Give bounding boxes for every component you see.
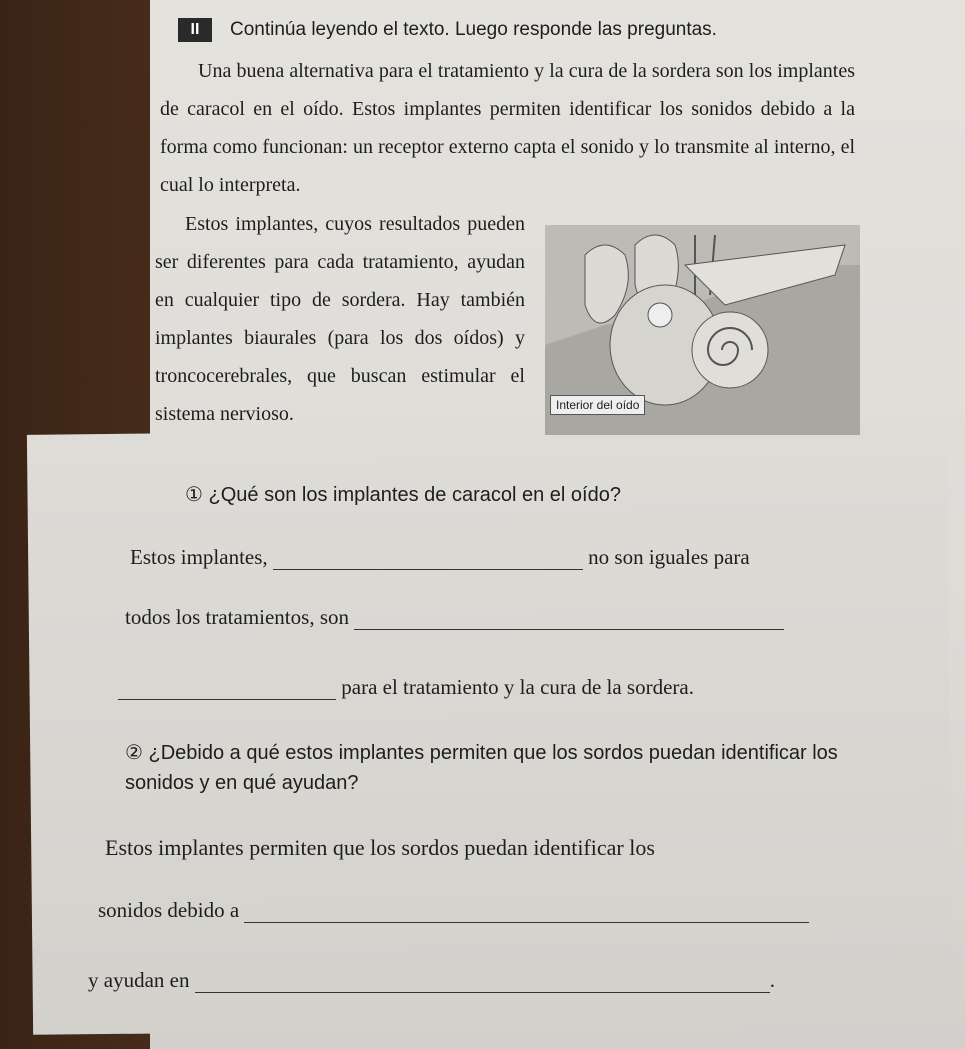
question-1: [185, 480, 621, 510]
answer-text: .: [769, 968, 775, 992]
answer-2-line-2: [98, 898, 809, 923]
answer-1-line-3: [118, 675, 694, 700]
answer-text: Estos implantes,: [130, 545, 268, 569]
answer-1-line-1: [130, 545, 750, 570]
question-2: [125, 738, 865, 798]
section-header: [178, 18, 717, 42]
answer-blank[interactable]: [195, 975, 770, 993]
answer-text: para el tratamiento y la cura de la sordera.: [341, 675, 694, 699]
question-number: ①: [185, 484, 203, 506]
figure-label: Interior del oído: [550, 395, 645, 415]
question-number: ②: [125, 742, 143, 764]
answer-text: y ayudan en: [88, 968, 190, 992]
answer-1-line-2: [125, 605, 784, 630]
section-badge: II: [178, 18, 212, 42]
answer-text: todos los tratamientos, son: [125, 605, 349, 629]
answer-text: sonidos debido a: [98, 898, 240, 922]
inner-ear-illustration: [545, 225, 860, 435]
question-text: ¿Debido a qué estos implantes permiten que los sordos puedan identificar los sonidos y en qué ayudan?: [125, 742, 838, 794]
answer-blank[interactable]: [354, 612, 784, 630]
question-text: ¿Qué son los implantes de caracol en el oído?: [208, 484, 621, 506]
paragraph-2: Estos implantes, cuyos resultados pueden ser diferentes para cada tratamiento, ayudan en cualquier tipo de sordera. Hay también implantes biaurales (para los dos oídos) y troncocerebrales, que buscan estimular el sistema nervioso.: [155, 213, 525, 425]
worksheet-page-lower: [27, 425, 953, 1035]
answer-2-line-3: [88, 968, 775, 993]
answer-blank[interactable]: [118, 682, 336, 700]
answer-2-line-1: Estos implantes permiten que los sordos puedan identificar los: [105, 835, 655, 860]
answer-blank[interactable]: [273, 552, 583, 570]
instruction: Continúa leyendo el texto. Luego responde las preguntas.: [230, 19, 717, 40]
answer-text: no son iguales para: [588, 545, 750, 569]
answer-blank[interactable]: [244, 905, 809, 923]
paragraph-1: Una buena alternativa para el tratamiento y la cura de la sordera son los implantes de caracol en el oído. Estos implantes permiten identificar los sonidos debido a la forma como funcionan: un receptor externo capta el sonido y lo transmite al interno, el cual lo interpreta.: [160, 60, 855, 196]
